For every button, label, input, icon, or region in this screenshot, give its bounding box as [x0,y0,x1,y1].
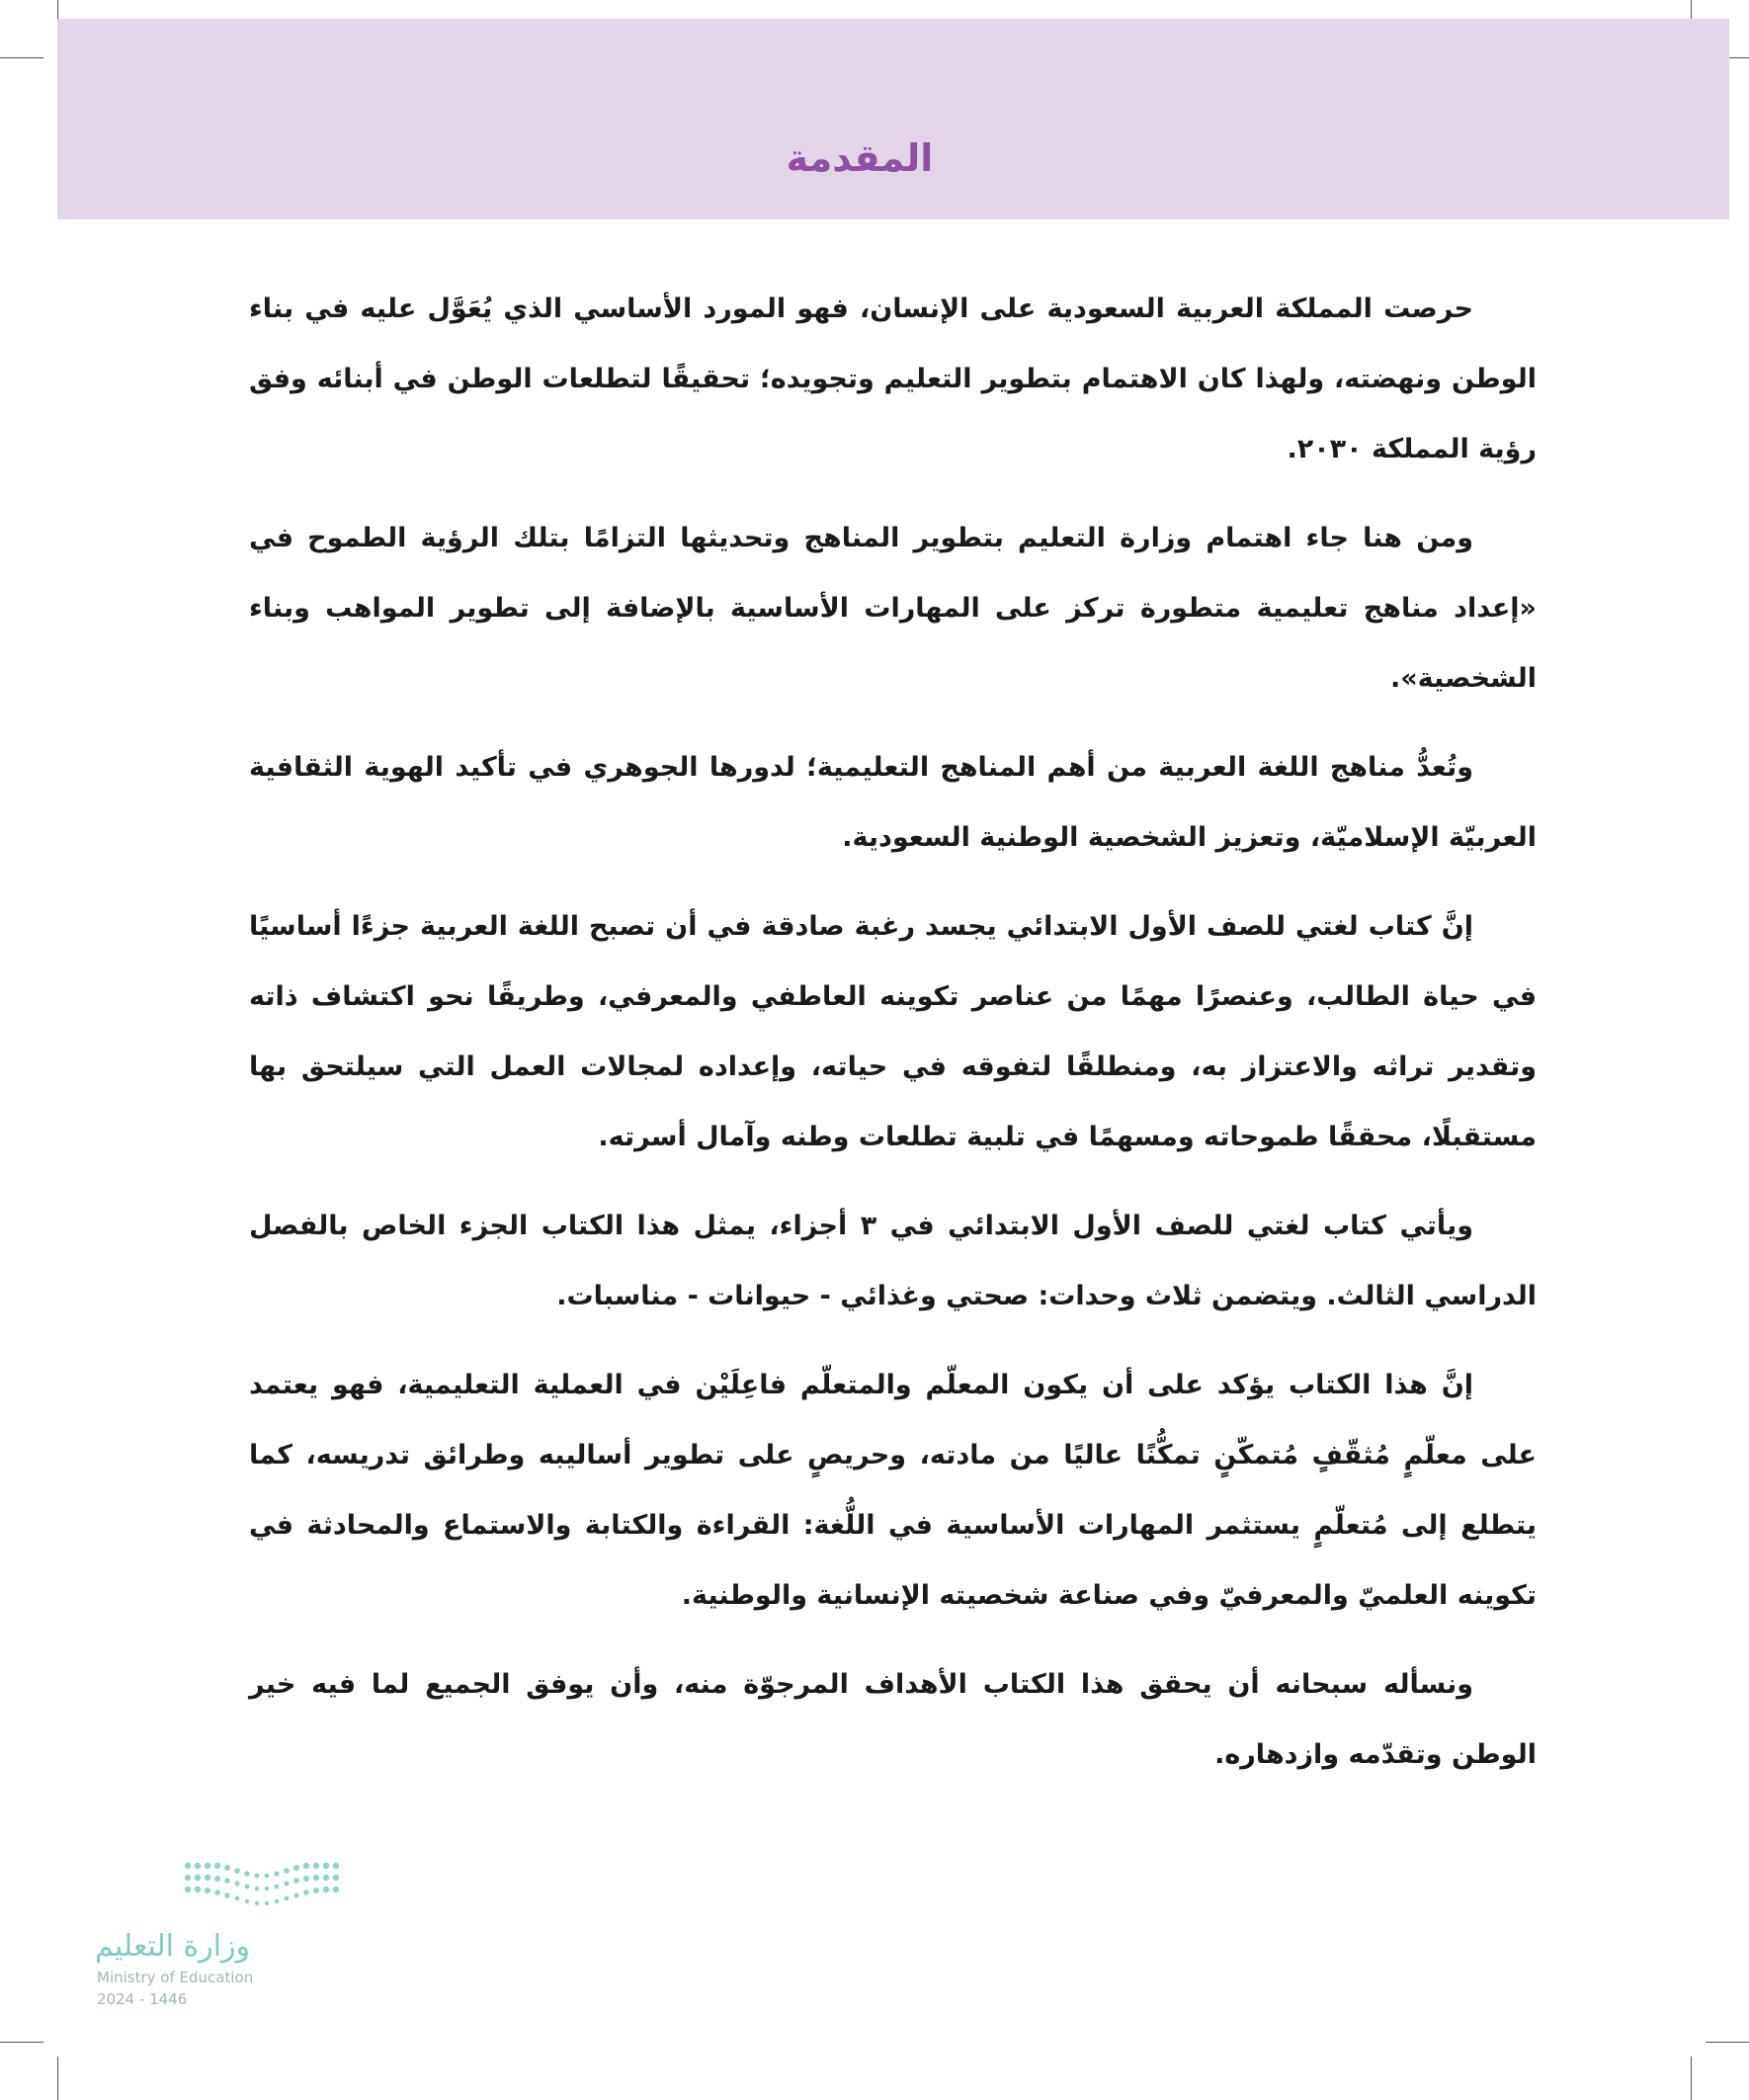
crop-mark [57,2057,58,2100]
ministry-logo [95,1856,352,2014]
paragraph: إنَّ هذا الكتاب يؤكد على أن يكون المعلّم والمتعلّم فاعِلَيْن في العملية التعليمية، فهو يعتمد على معلّمٍ مُثقّفٍ مُتمكّنٍ تمكُّنًا عاليًا من مادته، وحريصٍ على تطوير أساليبه وطرائق تدريسه، كما يتطلع إلى مُتعلّمٍ يستثمر المهارات الأساسية في اللُّغة: القراءة والكتابة والاستماع والمحادثة في تكوينه العلميّ والمعرفيّ وفي صناعة شخصيته الإنسانية والوطنية. [249,1370,1537,1611]
crop-mark [0,2042,43,2043]
page-title: المقدمة [786,136,934,180]
header-band [57,19,1729,219]
ministry-name-english: Ministry of Education [97,1969,254,1986]
edition-year: 2024 - 1446 [97,1990,188,2008]
paragraph: حرصت المملكة العربية السعودية على الإنسان، فهو المورد الأساسي الذي يُعَوَّل عليه في بناء الوطن ونهضته، ولهذا كان الاهتمام بتطوير التعليم وتجويده؛ تحقيقًا لتطلعات الوطن في أبنائه وفق رؤية المملكة ٢٠٣٠. [249,294,1537,464]
introduction-body [249,274,1537,1808]
crop-mark [1706,2042,1749,2043]
ministry-name-arabic: وزارة التعليم [95,1929,251,1964]
crop-mark [1691,2057,1692,2100]
paragraph: وتُعدُّ مناهج اللغة العربية من أهم المناهج التعليمية؛ لدورها الجوهري في تأكيد الهوية الثقافية العربيّة الإسلاميّة، وتعزيز الشخصية الوطنية السعودية. [249,752,1537,853]
ministry-logo-dots-icon [182,1856,350,1915]
paragraph: ونسأله سبحانه أن يحقق هذا الكتاب الأهداف المرجوّة منه، وأن يوفق الجميع لما فيه خير الوطن وتقدّمه وازدهاره. [249,1669,1537,1770]
paragraph: ويأتي كتاب لغتي للصف الأول الابتدائي في ٣ أجزاء، يمثل هذا الكتاب الجزء الخاص بالفصل الدراسي الثالث. ويتضمن ثلاث وحدات: صحتي وغذائي - حيوانات - مناسبات. [249,1211,1537,1311]
paragraph: ومن هنا جاء اهتمام وزارة التعليم بتطوير المناهج وتحديثها التزامًا بتلك الرؤية الطموح في «إعداد مناهج تعليمية متطورة تركز على المهارات الأساسية بالإضافة إلى تطوير المواهب وبناء الشخصية». [249,523,1537,694]
crop-mark [0,57,43,58]
paragraph: إنَّ كتاب لغتي للصف الأول الابتدائي يجسد رغبة صادقة في أن تصبح اللغة العربية جزءًا أساسيًا في حياة الطالب، وعنصرًا مهمًا من عناصر تكوينه العاطفي والمعرفي، وطريقًا نحو اكتشاف ذاته وتقدير تراثه والاعتزاز به، ومنطلقًا لتفوقه في حياته، وإعداده لمجالات العمل التي سيلتحق بها مستقبلًا، محققًا طموحاته ومسهمًا في تلبية تطلعات وطنه وآمال أسرته. [249,911,1537,1152]
